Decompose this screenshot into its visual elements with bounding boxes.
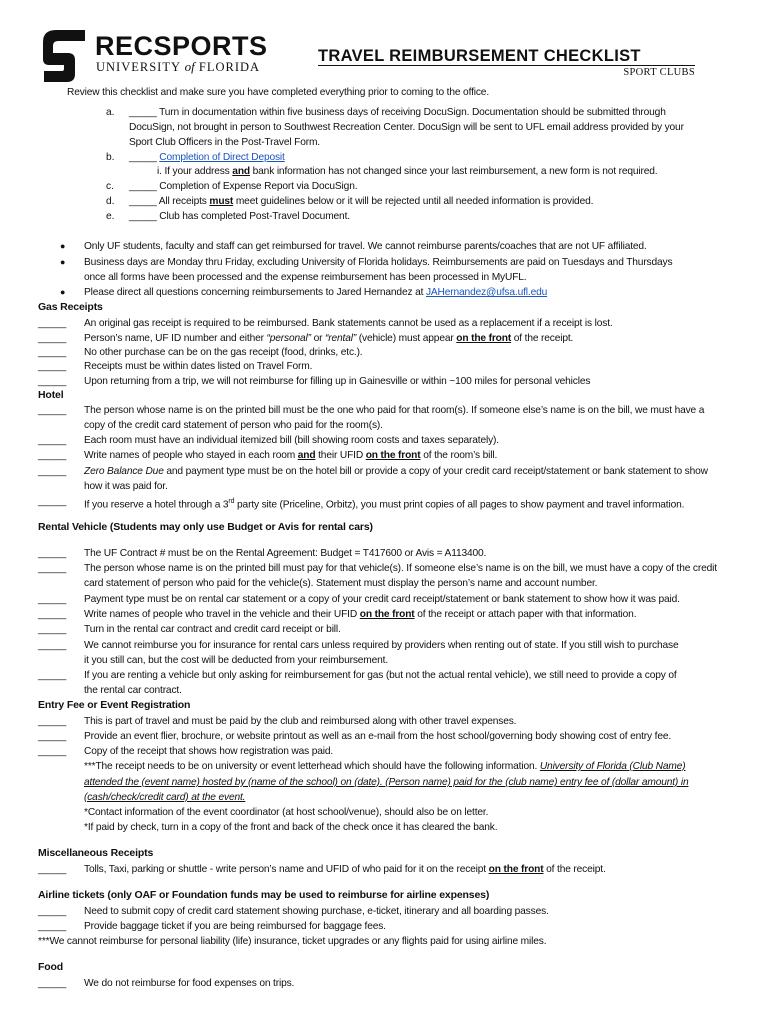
misc-blank-1: _____ <box>38 864 67 875</box>
gas-rule-1: An original gas receipt is required to be reimbursed. Bank statements cannot be used as a replacement if a receipt is lost. <box>84 318 613 329</box>
gas-heading: Gas Receipts <box>38 301 103 313</box>
hotel-blank-1: _____ <box>38 405 67 416</box>
food-heading: Food <box>38 961 64 973</box>
checklist-b-note-post: bank information has not changed since your last reimbursement, a new form is not required. <box>249 166 658 177</box>
rental-rule-6: We cannot reimburse you for insurance for rental cars unless required by providers when renting out of state. If you still wish to purchase <box>84 640 679 651</box>
recsports-logo-icon <box>42 28 86 84</box>
entry-note-1-template-2: attended the (event name) hosted by (name of the school) on (date). (Person name) paid for the (club name) entry fee of (dollar amount) in <box>84 777 689 788</box>
gas-blank-2: _____ <box>38 333 67 344</box>
contact-email-link[interactable]: JAHernandez@ufsa.ufl.edu <box>425 287 548 298</box>
checklist-e-label: e. <box>106 211 115 222</box>
rental-rule-7: If you are renting a vehicle but only asking for reimbursement for gas (but not the actual rental vehicle), we still need to provide a copy of <box>84 670 677 681</box>
checklist-e-text: _____ Club has completed Post-Travel Document. <box>129 211 350 222</box>
entry-blank-2: _____ <box>38 731 67 742</box>
checklist-b-note-bold: and <box>232 166 250 177</box>
checklist-c-label: c. <box>106 181 114 192</box>
intro-text: Review this checklist and make sure you have completed everything prior to coming to the office. <box>67 87 489 98</box>
hotel-heading: Hotel <box>38 389 64 401</box>
checklist-b-text <box>129 151 285 164</box>
hotel-rule-3 <box>84 449 497 462</box>
hotel-rule-1-2: copy of the credit card statement of person who paid for the room(s). <box>84 420 383 431</box>
hotel-blank-4: _____ <box>38 466 67 477</box>
airline-rule-2: Provide baggage ticket if you are being reimbursed for baggage fees. <box>84 921 386 932</box>
checklist-d-text <box>129 195 593 208</box>
gas-blank-5: _____ <box>38 376 67 387</box>
bullet-1-icon: ● <box>60 241 66 251</box>
hotel-rule-3-pre: Write names of people who stayed in each room <box>84 450 298 461</box>
airline-blank-1: _____ <box>38 906 67 917</box>
hotel-rule-3-post: of the room’s bill. <box>420 450 498 461</box>
hotel-rule-2: Each room must have an individual itemized bill (bill showing room costs and taxes separately). <box>84 435 499 446</box>
hotel-blank-5: _____ <box>38 496 67 507</box>
gas-blank-1: _____ <box>38 318 67 329</box>
rental-blank-5: _____ <box>38 624 67 635</box>
rental-rule-3: Payment type must be on rental car statement or a copy of your credit card receipt/statement or bank statement to show how it was paid. <box>84 594 680 605</box>
checklist-d-post: meet guidelines below or it will be rejected until all needed information is provided. <box>233 196 594 207</box>
hotel-rule-3-and: and <box>297 450 316 461</box>
checklist-d-label: d. <box>106 196 115 207</box>
misc-heading: Miscellaneous Receipts <box>38 847 154 859</box>
gas-blank-3: _____ <box>38 347 67 358</box>
hotel-rule-4-2: how it was paid for. <box>84 481 168 492</box>
gas-rule-2-mid: or <box>310 333 326 344</box>
rental-rule-1: The UF Contract # must be on the Rental Agreement: Budget = T417600 or Avis = A113400. <box>84 548 487 559</box>
gas-rule-2-pre: Person’s name, UF ID number and either <box>84 333 267 344</box>
rental-rule-7-2: the rental car contract. <box>84 685 182 696</box>
rental-blank-6: _____ <box>38 640 67 651</box>
hotel-rule-3-front: on the front <box>365 450 421 461</box>
entry-heading: Entry Fee or Event Registration <box>38 699 191 711</box>
airline-note: ***We cannot reimburse for personal liability (life) insurance, ticket upgrades or any flights paid for using airline miles. <box>38 936 547 947</box>
misc-rule-1 <box>84 863 606 876</box>
gas-rule-2-mid2: (vehicle) must appear <box>356 333 457 344</box>
entry-note-3: *If paid by check, turn in a copy of the front and back of the check once it has cleared the bank. <box>84 822 498 833</box>
misc-rule-1-bold: on the front <box>488 864 544 875</box>
entry-note-1-3 <box>84 791 245 804</box>
checklist-b-blank: _____ <box>129 152 160 163</box>
checklist-c-text: _____ Completion of Expense Report via DocuSign. <box>129 181 358 192</box>
hotel-rule-4-post: and payment type must be on the hotel bill or provide a copy of your credit card receipt/statement or bank statement to show <box>163 466 708 477</box>
hotel-rule-1: The person whose name is on the printed bill must be the one who paid for that room(s). If someone else’s name is on the bill, we must have a <box>84 405 705 416</box>
page-subtitle: SPORT CLUBS <box>623 67 695 78</box>
airline-rule-1: Need to submit copy of credit card statement showing purchase, e-ticket, itinerary and all boarding passes. <box>84 906 549 917</box>
gas-rule-5: Upon returning from a trip, we will not reimburse for filling up in Gainesville or within ~100 miles for personal vehicles <box>84 376 591 387</box>
rental-blank-2: _____ <box>38 563 67 574</box>
rental-rule-4-post: of the receipt or attach paper with that information. <box>414 609 637 620</box>
food-rule-1: We do not reimburse for food expenses on trips. <box>84 978 295 989</box>
rental-blank-4: _____ <box>38 609 67 620</box>
entry-note-2: *Contact information of the event coordinator (at host school/venue), should also be on letter. <box>84 807 489 818</box>
airline-heading: Airline tickets (only OAF or Foundation funds may be used to reimburse for airline expenses) <box>38 889 490 901</box>
rental-blank-1: _____ <box>38 548 67 559</box>
entry-note-1-2 <box>84 776 688 789</box>
title-divider <box>318 65 695 66</box>
bullet-3-icon: ● <box>60 287 66 297</box>
hotel-blank-2: _____ <box>38 435 67 446</box>
entry-note-1-template: University of Florida (Club Name) <box>539 761 686 772</box>
rental-rule-4 <box>84 608 636 621</box>
gas-rule-2 <box>84 332 573 345</box>
rental-rule-4-bold: on the front <box>359 609 415 620</box>
direct-deposit-link[interactable]: Completion of Direct Deposit <box>159 152 285 163</box>
rental-rule-2-2: card statement of person who paid for the vehicle(s). Statement must display the person’s name and account number. <box>84 578 598 589</box>
entry-note-1-template-3: (cash/check/credit card) at the event. <box>84 792 246 803</box>
rental-blank-7: _____ <box>38 670 67 681</box>
bullet-3-text <box>84 286 547 299</box>
page-title: TRAVEL REIMBURSEMENT CHECKLIST <box>318 47 641 65</box>
entry-note-1 <box>84 760 685 773</box>
gas-rule-2-bold: on the front <box>456 333 512 344</box>
misc-rule-1-pre: Tolls, Taxi, parking or shuttle - write person’s name and UFID of who paid for it on the receipt <box>84 864 489 875</box>
hotel-rule-5-pre: If you reserve a hotel through a 3 <box>84 499 229 511</box>
checklist-b-note-pre: i. If your address <box>157 166 233 177</box>
logo-university <box>96 60 260 74</box>
entry-rule-1: This is part of travel and must be paid by the club and reimbursed along with other travel expenses. <box>84 716 517 727</box>
rental-rule-6-2: it you still can, but the cost will be deducted from your reimbursement. <box>84 655 389 666</box>
checklist-b-note <box>157 165 657 178</box>
logo-university-text: UNIVERSITY <box>96 60 181 74</box>
rental-rule-5: Turn in the rental car contract and credit card receipt or bill. <box>84 624 341 635</box>
checklist-a-text: _____ Turn in documentation within five business days of receiving DocuSign. Documentation should be submitted through <box>129 107 666 118</box>
bullet-2-icon: ● <box>60 257 66 267</box>
bullet-2-text-2: once all forms have been processed and the expense reimbursement has been processed in MyUFL. <box>84 272 527 283</box>
checklist-d-pre: _____ All receipts <box>129 196 210 207</box>
rental-rule-2: The person whose name is on the printed bill must pay for that vehicle(s). If someone else’s name is on the bill, we must have a copy of the credit <box>84 563 717 574</box>
gas-rule-4: Receipts must be within dates listed on Travel Form. <box>84 361 313 372</box>
hotel-rule-4 <box>84 465 708 478</box>
entry-rule-2: Provide an event flier, brochure, or website printout as well as an e-mail from the host school/governing body showing cost of entry fee. <box>84 731 672 742</box>
rental-heading: Rental Vehicle (Students may only use Budget or Avis for rental cars) <box>38 521 373 533</box>
logo-florida-text: FLORIDA <box>198 60 261 74</box>
logo-wordmark: RECSPORTS <box>95 31 268 61</box>
entry-blank-3: _____ <box>38 746 67 757</box>
bullet-1-text: Only UF students, faculty and staff can get reimbursed for travel. We cannot reimburse parents/coaches that are not UF affiliated. <box>84 241 647 252</box>
hotel-blank-3: _____ <box>38 450 67 461</box>
hotel-rule-3-mid: their UFID <box>315 450 366 461</box>
gas-rule-2-post: of the receipt. <box>511 333 574 344</box>
rental-rule-4-pre: Write names of people who travel in the vehicle and their UFID <box>84 609 360 620</box>
airline-blank-2: _____ <box>38 921 67 932</box>
checklist-a-text-2: DocuSign, not brought in person to Southwest Recreation Center. DocuSign will be sent to UFL email address provided by your <box>129 122 684 133</box>
gas-rule-3: No other purchase can be on the gas receipt (food, drinks, etc.). <box>84 347 363 358</box>
misc-rule-1-post: of the receipt. <box>543 864 606 875</box>
gas-rule-2-personal: “personal” <box>266 333 311 344</box>
checklist-b-label: b. <box>106 152 115 163</box>
checklist-d-bold: must <box>209 196 234 207</box>
bullet-3-pre: Please direct all questions concerning reimbursements to Jared Hernandez at <box>84 287 426 298</box>
hotel-rule-5-post: party site (Priceline, Orbitz), you must print copies of all pages to show payment and travel information. <box>234 499 685 511</box>
rental-blank-3: _____ <box>38 594 67 605</box>
entry-note-1-pre: ***The receipt needs to be on university or event letterhead which should have the following information. <box>84 761 540 772</box>
gas-blank-4: _____ <box>38 361 67 372</box>
bullet-2-text: Business days are Monday thru Friday, excluding University of Florida holidays. Reimbursements are paid on Tuesdays and Thursdays <box>84 257 673 268</box>
hotel-rule-5 <box>84 495 684 511</box>
checklist-a-label: a. <box>106 107 115 118</box>
gas-rule-2-rental: “rental” <box>325 333 357 344</box>
logo-of-text: of <box>184 59 195 74</box>
checklist-a-text-3: Sport Club Officers in the Post-Travel Form. <box>129 137 320 148</box>
hotel-rule-5-sup: rd <box>228 498 235 505</box>
entry-blank-1: _____ <box>38 716 67 727</box>
entry-rule-3: Copy of the receipt that shows how registration was paid. <box>84 746 334 757</box>
hotel-rule-4-zero-balance: Zero Balance Due <box>84 466 164 477</box>
food-blank-1: _____ <box>38 978 67 989</box>
